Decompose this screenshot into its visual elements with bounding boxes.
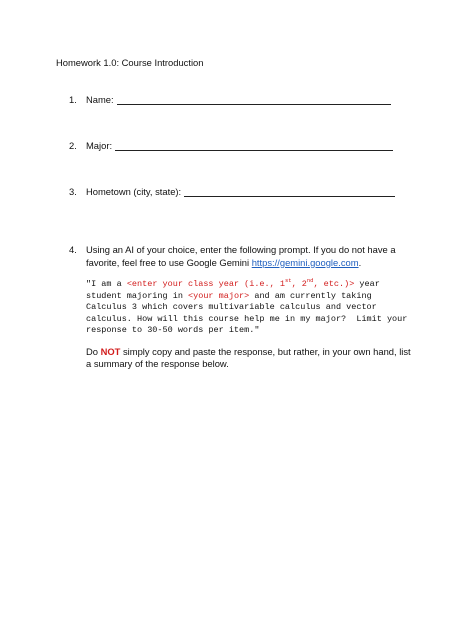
prompt-part-3: and am currently taking Calculus 3 which covers multivariable calculus and vector calculus. How will this course help me in my major? Limit your response to 30-50 words per item." [86, 290, 413, 336]
superscript-st: st [284, 277, 292, 284]
placeholder-text: , 2 [291, 279, 307, 289]
class-year-placeholder [127, 279, 354, 289]
question-body [86, 244, 411, 371]
prompt-part-2: year student majoring in [86, 279, 385, 301]
major-question [69, 140, 393, 151]
link-period: . [358, 256, 362, 268]
hometown-label: Hometown (city, state): [86, 186, 182, 197]
name-label: Name: [86, 94, 114, 105]
question-number: 2. [69, 140, 77, 151]
name-answer-line[interactable] [117, 94, 391, 105]
page-title: Homework 1.0: Course Introduction [56, 57, 204, 68]
question-intro [86, 244, 411, 269]
major-placeholder: <your major> [188, 290, 250, 301]
intro-text: Using an AI of your choice, enter the following prompt. If you do not have a favorite, feel free to use Google Gemini [86, 244, 396, 268]
name-question [69, 94, 391, 105]
placeholder-text: <enter your class year (i.e., 1 [126, 279, 285, 289]
instruction-before: Do [86, 345, 101, 357]
prompt-part-1: "I am a [86, 279, 127, 289]
question-number: 3. [69, 186, 77, 197]
major-answer-line[interactable] [115, 140, 393, 151]
question-number: 1. [69, 94, 77, 105]
major-label: Major: [86, 140, 113, 151]
hometown-question [69, 186, 395, 197]
instruction-text [86, 346, 411, 371]
gemini-link[interactable]: https://gemini.google.com [251, 256, 359, 268]
hometown-answer-line[interactable] [184, 186, 395, 197]
superscript-nd: nd [306, 277, 314, 284]
not-emphasis: NOT [100, 345, 121, 357]
instruction-after: simply copy and paste the response, but rather, in your own hand, list a summary of the response below. [86, 345, 411, 370]
question-number: 4. [69, 244, 77, 255]
placeholder-text: , etc.)> [313, 279, 355, 289]
prompt-text [86, 279, 411, 337]
